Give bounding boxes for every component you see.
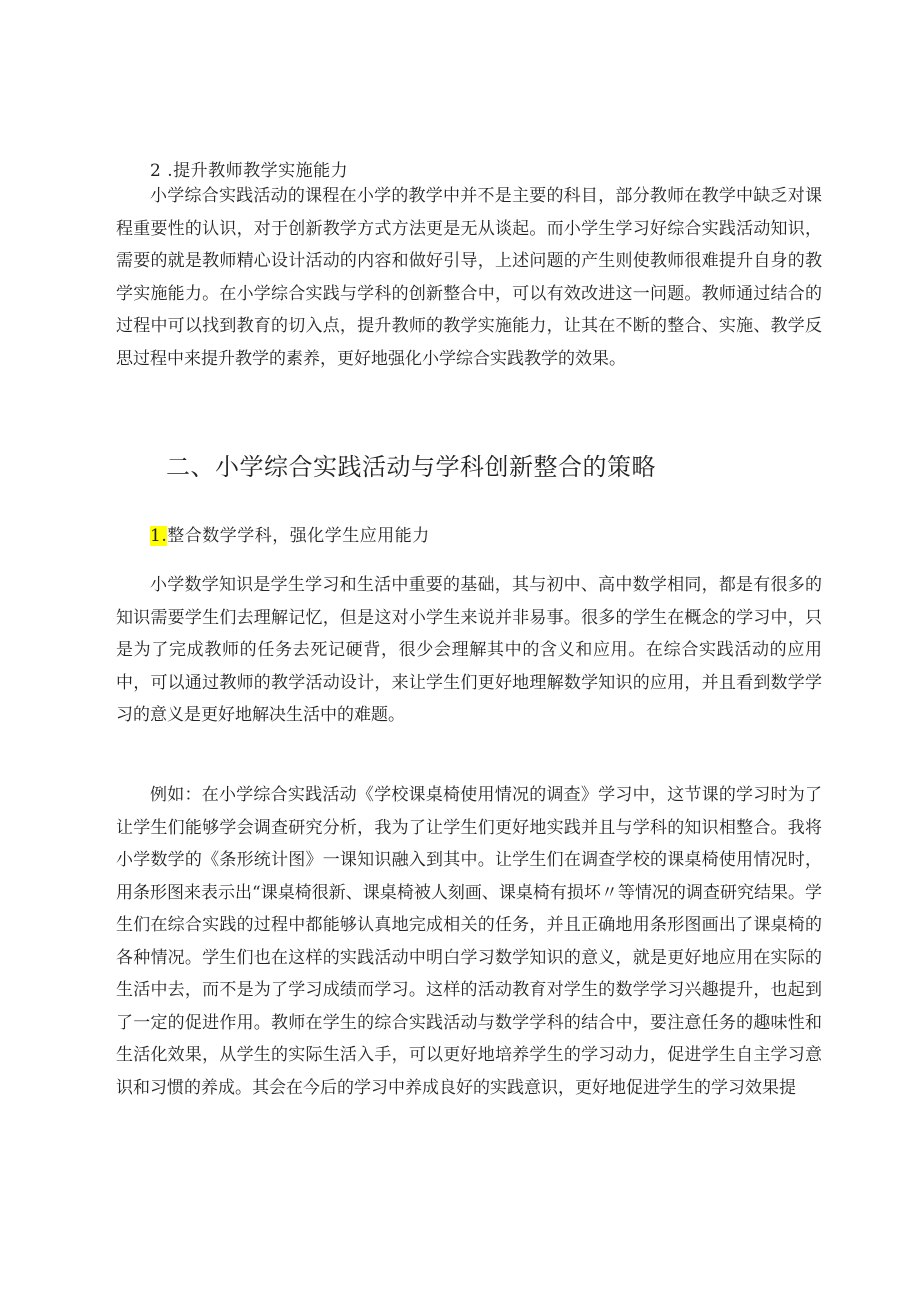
section-2-number: 2 [150, 161, 162, 181]
paragraph-teaching-ability: 小学综合实践活动的课程在小学的教学中并不是主要的科目，部分教师在教学中缺乏对课程重要性的认识，对于创新教学方式方法更是无从谈起。而小学生学习好综合实践活动知识，需要的就是教师精心设计活动的内容和做好引导，上述问题的产生则使教师很难提升自身的教学实施能力。在小学综合实践与学科的创新整合中，可以有效改进这一问题。教师通过结合的过程中可以找到教育的切入点，提升教师的教学实施能力，让其在不断的整合、实施、教学反思过程中来提升教学的素养，更好地强化小学综合实践教学的效果。 [116, 186, 822, 369]
section-1-title: 整合数学学科，强化学生应用能力 [167, 526, 430, 546]
section-2-title: .提升教师教学实施能力 [167, 161, 349, 181]
paragraph-example: 例如：在小学综合实践活动《学校课桌椅使用情况的调查》学习中，这节课的学习时为了让学生们能够学会调查研究分析，我为了让学生们更好地实践并且与学科的知识相整合。我将小学数学的《条形统计图》一课知识融入到其中。让学生们在调查学校的课桌椅使用情况时，用条形图来表示出“课桌椅很新、课桌椅被人刻画、课桌椅有损坏〃等情况的调查研究结果。学生们在综合实践的过程中都能够认真地完成相关的任务，并且正确地用条形图画出了课桌椅的各种情况。学生们也在这样的实践活动中明白学习数学知识的意义，就是更好地应用在实际的生活中去，而不是为了学习成绩而学习。这样的活动教育对学生的数学学习兴趣提升，也起到了一定的促进作用。教师在学生的综合实践活动与数学学科的结合中，要注意任务的趣味性和生活化效果，从学生的实际生活入手，可以更好地培养学生的学习动力，促进学生自主学习意识和习惯的养成。其会在今后的学习中养成良好的实践意识，更好地促进学生的学习效果提 [116, 785, 822, 1098]
paragraph-math-knowledge: 小学数学知识是学生学习和生活中重要的基础，其与初中、高中数学相同，都是有很多的知识需要学生们去理解记忆，但是这对小学生来说并非易事。很多的学生在概念的学习中，只是为了完成教师的任务去死记硬背，很少会理解其中的含义和应用。在综合实践活动的应用中，可以通过教师的教学活动设计，来让学生们更好地理解数学知识的应用，并且看到数学学习的意义是更好地解决生活中的难题。 [116, 575, 822, 725]
section-1-number: 1. [150, 526, 168, 546]
main-section-heading: 二、小学综合实践活动与学科创新整合的策略 [166, 453, 656, 481]
section-1-heading [150, 524, 430, 548]
